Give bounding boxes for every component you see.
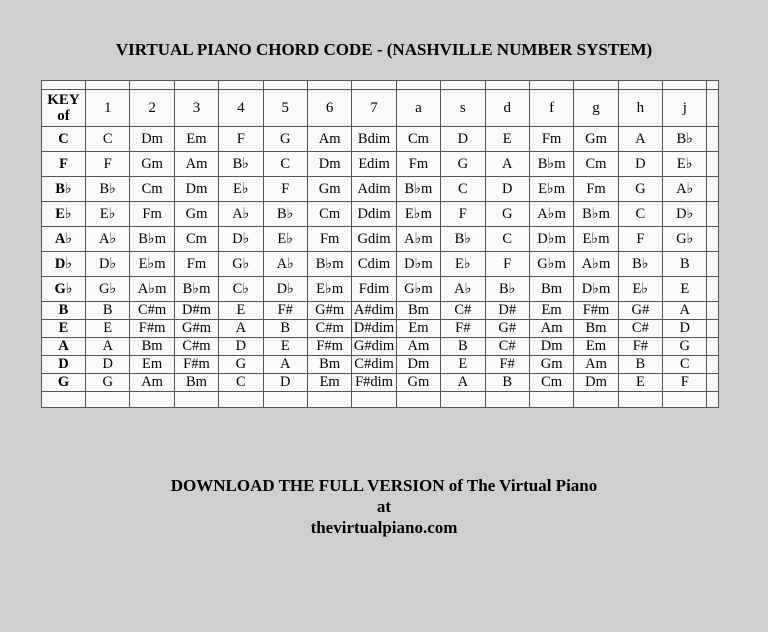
chord-cell: C xyxy=(263,152,307,177)
chord-row xyxy=(42,127,719,152)
header-row xyxy=(42,90,719,127)
chord-cell: C xyxy=(663,356,707,374)
key-cell: B♭ xyxy=(42,177,86,202)
chord-cell: Gm xyxy=(529,356,573,374)
chord-cell: Bm xyxy=(174,374,218,392)
chord-cell: Em xyxy=(529,302,573,320)
chord-cell: E xyxy=(663,277,707,302)
chord-cell: Fm xyxy=(529,127,573,152)
chord-cell: G xyxy=(86,374,130,392)
chord-cell: D♭ xyxy=(263,277,307,302)
chord-cell: F xyxy=(263,177,307,202)
chord-row xyxy=(42,338,719,356)
chord-cell: B♭m xyxy=(574,202,618,227)
chord-cell: Am xyxy=(396,338,440,356)
chord-cell: A♭ xyxy=(663,177,707,202)
chord-cell: Dm xyxy=(529,338,573,356)
chord-cell: F# xyxy=(485,356,529,374)
chord-cell: E♭ xyxy=(441,252,485,277)
chord-cell: D♭m xyxy=(574,277,618,302)
key-cell: F xyxy=(42,152,86,177)
chord-cell: Dm xyxy=(174,177,218,202)
chord-cell: C# xyxy=(618,320,662,338)
spacer-cell xyxy=(130,392,174,408)
key-cell: C xyxy=(42,127,86,152)
chord-cell: E xyxy=(86,320,130,338)
column-header: 7 xyxy=(352,90,396,127)
chord-cell: A xyxy=(219,320,263,338)
spacer-cell xyxy=(707,252,719,277)
key-cell: A xyxy=(42,338,86,356)
chord-cell: B♭ xyxy=(485,277,529,302)
chord-cell: G xyxy=(663,338,707,356)
chord-cell: G♭m xyxy=(396,277,440,302)
chord-cell: G# xyxy=(485,320,529,338)
chord-cell: A xyxy=(263,356,307,374)
chord-cell: Edim xyxy=(352,152,396,177)
chord-row xyxy=(42,152,719,177)
chord-cell: B xyxy=(441,338,485,356)
chord-cell: G♭ xyxy=(219,252,263,277)
chord-cell: B♭m xyxy=(307,252,351,277)
chord-cell: D xyxy=(86,356,130,374)
chord-cell: Dm xyxy=(130,127,174,152)
chord-row xyxy=(42,356,719,374)
chord-cell: F xyxy=(485,252,529,277)
spacer-cell xyxy=(707,90,719,127)
chord-cell: Bm xyxy=(307,356,351,374)
chord-cell: F xyxy=(86,152,130,177)
chord-cell: F#m xyxy=(130,320,174,338)
chord-cell: Fdim xyxy=(352,277,396,302)
chord-cell: Bdim xyxy=(352,127,396,152)
chord-cell: A xyxy=(618,127,662,152)
chord-cell: Bm xyxy=(529,277,573,302)
chord-cell: F# xyxy=(263,302,307,320)
chord-cell: E♭ xyxy=(263,227,307,252)
key-of-header xyxy=(42,90,86,127)
spacer-cell xyxy=(441,81,485,90)
chord-cell: A♭ xyxy=(219,202,263,227)
spacer-cell xyxy=(529,81,573,90)
spacer-cell xyxy=(441,392,485,408)
chord-cell: Bm xyxy=(130,338,174,356)
key-cell: D xyxy=(42,356,86,374)
chord-cell: Em xyxy=(174,127,218,152)
chord-cell: D# xyxy=(485,302,529,320)
chord-cell: G♭ xyxy=(663,227,707,252)
chord-cell: D♭ xyxy=(663,202,707,227)
chord-cell: A♭m xyxy=(130,277,174,302)
chord-cell: D♭m xyxy=(529,227,573,252)
chord-cell: B xyxy=(485,374,529,392)
chord-cell: A♭ xyxy=(441,277,485,302)
chord-row xyxy=(42,320,719,338)
chord-cell: G#m xyxy=(307,302,351,320)
chord-cell: B xyxy=(263,320,307,338)
chord-cell: B♭m xyxy=(396,177,440,202)
column-header: j xyxy=(663,90,707,127)
chord-cell: Em xyxy=(307,374,351,392)
chord-table xyxy=(41,80,719,408)
spacer-cell xyxy=(130,81,174,90)
chord-cell: G xyxy=(618,177,662,202)
chord-cell: E♭m xyxy=(529,177,573,202)
spacer-cell xyxy=(174,392,218,408)
chord-cell: Cm xyxy=(574,152,618,177)
chord-cell: B♭m xyxy=(174,277,218,302)
chord-cell: Am xyxy=(174,152,218,177)
chord-cell: Am xyxy=(574,356,618,374)
chord-cell: Bm xyxy=(574,320,618,338)
chord-cell: C#m xyxy=(174,338,218,356)
spacer-cell xyxy=(352,392,396,408)
chord-cell: Cm xyxy=(307,202,351,227)
chord-cell: E♭m xyxy=(130,252,174,277)
chord-cell: F xyxy=(441,202,485,227)
key-cell: G xyxy=(42,374,86,392)
chord-cell: E♭m xyxy=(574,227,618,252)
chord-cell: Em xyxy=(130,356,174,374)
chord-cell: B♭ xyxy=(441,227,485,252)
key-cell: E xyxy=(42,320,86,338)
chord-cell: Am xyxy=(307,127,351,152)
chord-cell: Gm xyxy=(130,152,174,177)
spacer-cell xyxy=(219,81,263,90)
chord-cell: Gm xyxy=(574,127,618,152)
chord-cell: E♭ xyxy=(219,177,263,202)
chord-cell: E♭ xyxy=(86,202,130,227)
spacer-cell xyxy=(263,81,307,90)
chord-cell: D♭ xyxy=(86,252,130,277)
chord-cell: G xyxy=(219,356,263,374)
chord-cell: F xyxy=(618,227,662,252)
key-cell: A♭ xyxy=(42,227,86,252)
spacer-cell xyxy=(707,392,719,408)
spacer-cell xyxy=(707,127,719,152)
spacer-cell xyxy=(86,392,130,408)
page-title: VIRTUAL PIANO CHORD CODE - (NASHVILLE NUMBER SYSTEM) xyxy=(115,40,653,59)
chord-cell: Cdim xyxy=(352,252,396,277)
column-header: d xyxy=(485,90,529,127)
chord-cell: Cm xyxy=(396,127,440,152)
chord-cell: Gdim xyxy=(352,227,396,252)
chord-cell: G xyxy=(441,152,485,177)
chord-cell: F# xyxy=(441,320,485,338)
chord-cell: G#dim xyxy=(352,338,396,356)
chord-cell: C xyxy=(86,127,130,152)
chord-cell: Fm xyxy=(396,152,440,177)
chord-cell: Dm xyxy=(307,152,351,177)
chord-cell: Gm xyxy=(307,177,351,202)
chord-cell: A♭ xyxy=(86,227,130,252)
chord-cell: F#m xyxy=(174,356,218,374)
chord-cell: D xyxy=(441,127,485,152)
column-header: 4 xyxy=(219,90,263,127)
spacer-cell xyxy=(263,392,307,408)
chord-cell: G xyxy=(485,202,529,227)
chord-cell: B♭ xyxy=(263,202,307,227)
chord-cell: Gm xyxy=(396,374,440,392)
chord-row xyxy=(42,202,719,227)
key-header-line: of xyxy=(57,108,70,124)
chord-cell: B xyxy=(618,356,662,374)
chord-cell: A xyxy=(86,338,130,356)
spacer-cell xyxy=(707,152,719,177)
spacer-cell xyxy=(42,81,86,90)
chord-cell: C#m xyxy=(307,320,351,338)
chord-cell: Fm xyxy=(307,227,351,252)
chord-cell: E xyxy=(485,127,529,152)
chord-cell: B♭ xyxy=(219,152,263,177)
chord-cell: E xyxy=(441,356,485,374)
chord-cell: G♭ xyxy=(86,277,130,302)
spacer-cell xyxy=(574,81,618,90)
download-footer xyxy=(0,475,768,538)
spacer-cell xyxy=(707,202,719,227)
chord-cell: Fm xyxy=(130,202,174,227)
chord-cell: B♭ xyxy=(663,127,707,152)
spacer-cell xyxy=(707,81,719,90)
chord-cell: A♭m xyxy=(529,202,573,227)
chord-cell: F xyxy=(219,127,263,152)
chord-cell: B♭m xyxy=(529,152,573,177)
chord-cell: C#m xyxy=(130,302,174,320)
column-header: h xyxy=(618,90,662,127)
chord-cell: E xyxy=(263,338,307,356)
chord-cell: E♭ xyxy=(618,277,662,302)
spacer-cell xyxy=(663,81,707,90)
chord-cell: Adim xyxy=(352,177,396,202)
chord-cell: F#dim xyxy=(352,374,396,392)
spacer-cell xyxy=(707,338,719,356)
chord-cell: A♭m xyxy=(574,252,618,277)
chord-cell: D♭m xyxy=(396,252,440,277)
chord-cell: E♭m xyxy=(396,202,440,227)
spacer-cell xyxy=(574,392,618,408)
chord-cell: Cm xyxy=(174,227,218,252)
chord-cell: A xyxy=(485,152,529,177)
download-line: DOWNLOAD THE FULL VERSION of The Virtual Piano xyxy=(170,476,598,495)
column-header: f xyxy=(529,90,573,127)
column-header: s xyxy=(441,90,485,127)
spacer-row xyxy=(42,81,719,90)
spacer-cell xyxy=(42,392,86,408)
chord-cell: Fm xyxy=(174,252,218,277)
chord-cell: E xyxy=(618,374,662,392)
chord-cell: Gm xyxy=(174,202,218,227)
spacer-cell xyxy=(174,81,218,90)
chord-cell: D xyxy=(485,177,529,202)
chord-cell: Dm xyxy=(574,374,618,392)
column-header: 3 xyxy=(174,90,218,127)
column-header: 6 xyxy=(307,90,351,127)
chord-cell: Cm xyxy=(130,177,174,202)
chord-cell: E♭m xyxy=(307,277,351,302)
chord-row xyxy=(42,302,719,320)
chord-cell: A♭m xyxy=(396,227,440,252)
chord-cell: Dm xyxy=(396,356,440,374)
spacer-cell xyxy=(663,392,707,408)
spacer-cell xyxy=(618,81,662,90)
chord-cell: Am xyxy=(130,374,174,392)
chord-cell: D xyxy=(618,152,662,177)
chord-cell: C xyxy=(485,227,529,252)
spacer-cell xyxy=(529,392,573,408)
chord-cell: A xyxy=(663,302,707,320)
spacer-cell xyxy=(707,302,719,320)
chord-cell: G# xyxy=(618,302,662,320)
spacer-cell xyxy=(352,81,396,90)
chord-cell: Fm xyxy=(574,177,618,202)
chord-cell: E♭ xyxy=(663,152,707,177)
chord-cell: D♭ xyxy=(219,227,263,252)
chord-cell: A#dim xyxy=(352,302,396,320)
spacer-cell xyxy=(396,81,440,90)
chord-cell: B♭ xyxy=(618,252,662,277)
chord-cell: G xyxy=(263,127,307,152)
column-header: a xyxy=(396,90,440,127)
chord-cell: D#dim xyxy=(352,320,396,338)
chord-cell: E xyxy=(219,302,263,320)
download-at: at xyxy=(376,497,392,516)
chord-cell: G♭m xyxy=(529,252,573,277)
spacer-cell xyxy=(396,392,440,408)
chord-cell: C#dim xyxy=(352,356,396,374)
chord-table-body xyxy=(42,81,719,408)
key-header-line: KEY xyxy=(47,92,80,108)
chord-cell: B♭m xyxy=(130,227,174,252)
chord-cell: B xyxy=(663,252,707,277)
chord-row xyxy=(42,177,719,202)
chord-cell: Em xyxy=(396,320,440,338)
chord-cell: B xyxy=(86,302,130,320)
column-header: 1 xyxy=(86,90,130,127)
chord-cell: Em xyxy=(574,338,618,356)
chord-cell: F xyxy=(663,374,707,392)
chord-cell: A♭ xyxy=(263,252,307,277)
chord-cell: C xyxy=(618,202,662,227)
column-header: 5 xyxy=(263,90,307,127)
column-header: g xyxy=(574,90,618,127)
chord-cell: Am xyxy=(529,320,573,338)
chord-cell: Cm xyxy=(529,374,573,392)
key-cell: E♭ xyxy=(42,202,86,227)
key-cell: G♭ xyxy=(42,277,86,302)
spacer-row xyxy=(42,392,719,408)
download-url[interactable]: thevirtualpiano.com xyxy=(310,518,458,537)
chord-row xyxy=(42,277,719,302)
spacer-cell xyxy=(707,374,719,392)
spacer-cell xyxy=(707,277,719,302)
spacer-cell xyxy=(86,81,130,90)
chord-cell: B♭ xyxy=(86,177,130,202)
chord-cell: Bm xyxy=(396,302,440,320)
chord-row xyxy=(42,374,719,392)
spacer-cell xyxy=(618,392,662,408)
spacer-cell xyxy=(485,81,529,90)
key-cell: D♭ xyxy=(42,252,86,277)
spacer-cell xyxy=(485,392,529,408)
chord-cell: C xyxy=(441,177,485,202)
spacer-cell xyxy=(707,356,719,374)
chord-cell: C# xyxy=(441,302,485,320)
chord-cell: D xyxy=(263,374,307,392)
chord-cell: D xyxy=(219,338,263,356)
spacer-cell xyxy=(219,392,263,408)
chord-cell: A xyxy=(441,374,485,392)
chord-row xyxy=(42,252,719,277)
key-cell: B xyxy=(42,302,86,320)
chord-cell: F#m xyxy=(307,338,351,356)
chord-cell: F# xyxy=(618,338,662,356)
chord-cell: Ddim xyxy=(352,202,396,227)
spacer-cell xyxy=(307,81,351,90)
spacer-cell xyxy=(707,227,719,252)
column-header: 2 xyxy=(130,90,174,127)
chord-row xyxy=(42,227,719,252)
spacer-cell xyxy=(707,177,719,202)
chord-cell: C♭ xyxy=(219,277,263,302)
spacer-cell xyxy=(307,392,351,408)
chord-cell: F#m xyxy=(574,302,618,320)
chord-cell: D xyxy=(663,320,707,338)
spacer-cell xyxy=(707,320,719,338)
chord-cell: C xyxy=(219,374,263,392)
chord-cell: C# xyxy=(485,338,529,356)
chord-cell: G#m xyxy=(174,320,218,338)
chord-cell: D#m xyxy=(174,302,218,320)
